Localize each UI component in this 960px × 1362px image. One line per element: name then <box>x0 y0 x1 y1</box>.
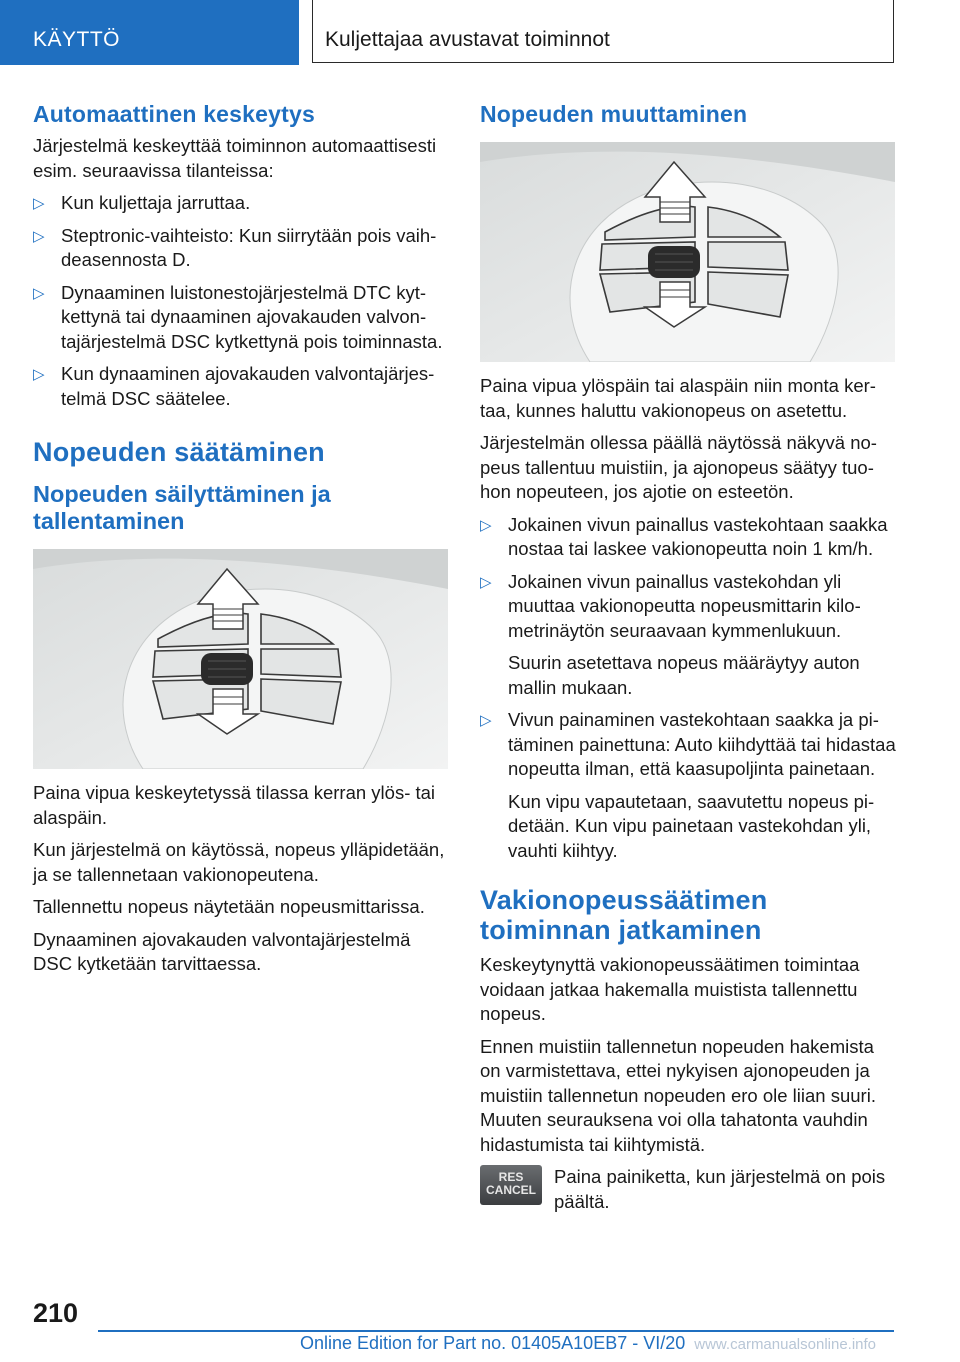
header-section-label: KÄYTTÖ <box>33 28 121 51</box>
heading-change-speed: Nopeuden muuttaminen <box>480 101 748 127</box>
res-cancel-button-icon: RES CANCEL <box>480 1165 542 1205</box>
heading-resume: Vakionopeussäätimen toiminnan jatkaminen <box>480 885 768 945</box>
paragraph: Tallennettu nopeus näytetään nopeusmittarissa. <box>33 896 425 917</box>
bullet-triangle-icon: ▷ <box>480 516 492 534</box>
bullet-list <box>480 708 896 782</box>
header-chapter-box <box>312 0 894 63</box>
list-item: ▷ Kun dynaaminen ajovakauden valvontajärjestelmä DSC säätelee. <box>33 363 435 409</box>
bullet-triangle-icon: ▷ <box>480 712 492 729</box>
steering-lever-icon <box>480 142 895 362</box>
list-item: ▷ Dynaaminen luistonestojärjestelmä DTC kytkettynä tai dynaaminen ajovakauden valvontajärjestelmä DSC kytkettynä pois toiminnasta. <box>33 281 443 352</box>
paragraph: Paina vipua ylöspäin tai alaspäin niin monta kertaa, kunnes haluttu vakionopeus on asetettu. <box>480 375 876 421</box>
list-item: ▷ Kun kuljettaja jarruttaa. <box>33 191 449 216</box>
heading-speed-control: Nopeuden säätäminen <box>33 437 325 467</box>
res-cancel-instruction: Paina painiketta, kun järjestelmä on pois päältä. <box>554 1166 886 1212</box>
list-item: ▷ Vivun painaminen vastekohtaan saakka ja pitäminen painettuna: Auto kiihdyttää tai hidastaa nopeutta ilman, että kaasupoljinta painetaan. <box>480 709 896 779</box>
paragraph: Dynaaminen ajovakauden valvontajärjestelmä DSC kytketään tarvittaessa. <box>33 928 411 974</box>
bullet-list <box>480 513 896 644</box>
left-column <box>33 100 449 985</box>
list-item: ▷ Jokainen vivun painallus vastekohtaan saakka nostaa tai laskee vakionopeutta noin 1 km/h. <box>480 513 888 559</box>
paragraph: Järjestelmän ollessa päällä näytössä näkyvä nopeus tallentuu muistiin, ja ajonopeus säätyy tuohon nopeuteen, jos ajotie on esteetön. <box>480 432 877 502</box>
sub-paragraph: Suurin asetettava nopeus määräytyy auton mallin mukaan. <box>508 652 860 698</box>
paragraph: Järjestelmä keskeyttää toiminnon automaattisesti esim. seuraavissa tilanteissa: <box>33 135 437 181</box>
steering-wheel-lever-illustration <box>480 142 895 362</box>
paragraph: Kun järjestelmä on käytössä, nopeus ylläpidetään, ja se tallennetaan vakionopeutena. <box>33 839 445 885</box>
bullet-triangle-icon: ▷ <box>33 366 45 383</box>
paragraph: Paina vipua keskeytetyssä tilassa kerran ylös- tai alaspäin. <box>33 782 436 828</box>
bullet-triangle-icon: ▷ <box>33 284 45 302</box>
res-cancel-row <box>480 1165 896 1214</box>
heading-automatic-stop: Automaattinen keskeytys <box>33 101 315 127</box>
steering-wheel-lever-illustration <box>33 549 448 769</box>
bullet-triangle-icon: ▷ <box>33 227 45 245</box>
heading-keep-speed: Nopeuden säilyttäminen ja tallentaminen <box>33 481 331 534</box>
paragraph: Ennen muistiin tallennetun nopeuden hakemista on varmistettava, ettei nykyisen ajonopeuden ja muistiin tallennetun nopeuden ero ole liian suuri. Muuten seurauksena voi olla tahatonta vauhdin hidastumista tai kiihtymistä. <box>480 1035 876 1155</box>
header-chapter-label: Kuljettajaa avustavat toiminnot <box>325 28 610 51</box>
list-item: ▷ Steptronic-vaihteisto: Kun siirrytään pois vaihdeasennosta D. <box>33 224 437 270</box>
paragraph: Keskeytynyttä vakionopeussäätimen toimintaa voidaan jatkaa hakemalla muistista tallennettu nopeus. <box>480 954 860 1024</box>
footer-divider <box>98 1330 894 1332</box>
steering-lever-icon <box>33 549 448 769</box>
bullet-triangle-icon: ▷ <box>33 195 45 212</box>
footer-edition: Online Edition for Part no. 01405A10EB7 - VI/20 www.carmanualsonline.info <box>300 1333 877 1353</box>
page-number: 210 <box>33 1298 79 1328</box>
header-section-tab <box>0 0 299 65</box>
footer-watermark: www.carmanualsonline.info <box>694 1336 877 1353</box>
bullet-triangle-icon: ▷ <box>480 573 492 591</box>
list-item: ▷ Jokainen vivun painallus vastekohdan yli muuttaa vakionopeutta nopeusmittarin kilometrinäytön seuraavaan kymmenlukuun. <box>480 570 861 641</box>
bullet-list <box>33 191 449 411</box>
right-column <box>480 100 896 1214</box>
sub-paragraph: Kun vipu vapautetaan, saavutettu nopeus pidetään. Kun vipu painetaan vastekohdan yli, vauhti kiihtyy. <box>508 790 875 861</box>
